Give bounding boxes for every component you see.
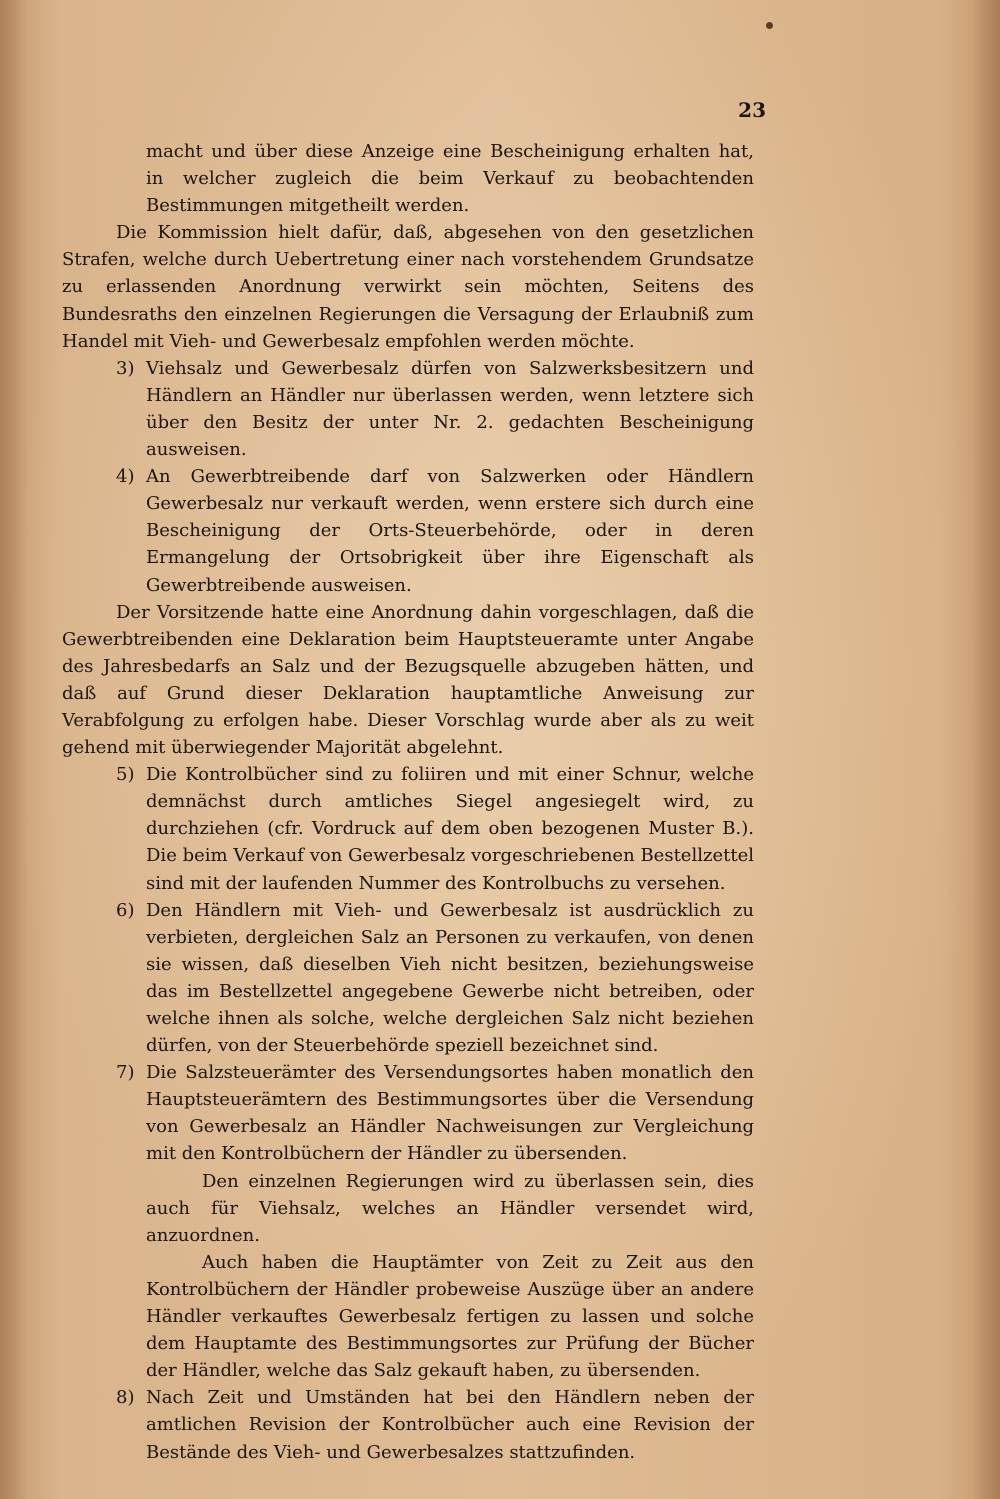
body-text xyxy=(62,138,754,1466)
commission-paragraph: Die Kommission hielt dafür, daß, abgesehen von den gesetzlichen Strafen, welche durch Uebertretung einer nach vorstehendem Grundsatze zu erlassenden Anordnung verwirkt sein möchten, Seitens des Bundesraths den einzelnen Regierungen die Versagung der Erlaubniß zum Handel mit Vieh- und Gewerbesalz empfohlen werden möchte. xyxy=(62,222,754,352)
list-item-text: Die Salzsteuerämter des Versendungsortes haben monatlich den Hauptsteuerämtern des Bestimmungsortes über die Versendung von Gewerbesalz an Händler Nachweisungen zur Vergleichung mit den Kontrolbüchern der Händler zu übersenden. xyxy=(146,1062,754,1165)
list-item-3 xyxy=(62,355,754,463)
list-item-text: Viehsalz und Gewerbesalz dürfen von Salzwerksbesitzern und Händlern an Händler nur überlassen werden, wenn letztere sich über den Besitz der unter Nr. 2. gedachten Bescheinigung ausweisen. xyxy=(146,357,754,461)
list-item-number: 4) xyxy=(116,466,135,488)
page-edge-shadow-left xyxy=(0,0,28,1499)
list-item-text: Die Kontrolbücher sind zu foliiren und mit einer Schnur, welche demnächst durch amtliches Siegel angesiegelt wird, zu durchziehen (cfr. Vordruck auf dem oben bezogenen Muster B.). Die beim Verkauf von Gewerbesalz vorgeschriebenen Bestellzettel sind mit der laufenden Nummer des Kontrolbuchs zu versehen. xyxy=(146,764,754,894)
list-item-8 xyxy=(62,1384,754,1465)
page-edge-shadow-right xyxy=(972,0,1000,1499)
list-item-number: 3) xyxy=(116,357,135,379)
continuation-paragraph: macht und über diese Anzeige eine Bescheinigung erhalten hat, in welcher zugleich die beim Verkauf zu beobachtenden Bestimmungen mitgetheilt werden. xyxy=(146,141,754,217)
list-item-number: 6) xyxy=(116,899,135,921)
page-number: 23 xyxy=(738,98,766,122)
list-item-7 xyxy=(62,1059,754,1167)
list-item-4 xyxy=(62,463,754,598)
list-item-number: 7) xyxy=(116,1062,135,1084)
chairman-paragraph: Der Vorsitzende hatte eine Anordnung dahin vorgeschlagen, daß die Gewerbtreibenden eine Deklaration beim Hauptsteueramte unter Angabe des Jahresbedarfs an Salz und der Bezugsquelle abzugeben hätten, und daß auf Grund dieser Deklaration hauptamtliche Anweisung zur Verabfolgung zu erfolgen habe. Dieser Vorschlag wurde aber als zu weit gehend mit überwiegender Majorität abgelehnt. xyxy=(62,601,754,759)
list-item-text: Nach Zeit und Umständen hat bei den Händlern neben der amtlichen Revision der Kontrolbücher auch eine Revision der Bestände des Vieh- und Gewerbesalzes stattzufinden. xyxy=(146,1387,754,1463)
sub-paragraph: Den einzelnen Regierungen wird zu überlassen sein, dies auch für Viehsalz, welches an Händler versendet wird, anzuordnen. xyxy=(146,1170,754,1246)
list-item-text: An Gewerbtreibende darf von Salzwerken oder Händlern Gewerbesalz nur verkauft werden, wenn erstere sich durch eine Bescheinigung der Orts-Steuerbehörde, oder in deren Ermangelung der Ortsobrigkeit über ihre Eigenschaft als Gewerbtreibende ausweisen. xyxy=(146,466,754,596)
list-item-number: 8) xyxy=(116,1387,135,1409)
list-item-5 xyxy=(62,761,754,896)
list-item-text: Den Händlern mit Vieh- und Gewerbesalz ist ausdrücklich zu verbieten, dergleichen Salz an Personen zu verkaufen, von denen sie wissen, daß dieselben Vieh nicht besitzen, beziehungsweise das im Bestellzettel angegebene Gewerbe nicht betreiben, oder welche ihnen als solche, welche dergleichen Salz nicht beziehen dürfen, von der Steuerbehörde speziell bezeichnet sind. xyxy=(146,899,754,1057)
sub-paragraph: Auch haben die Hauptämter von Zeit zu Zeit aus den Kontrolbüchern der Händler probeweise Auszüge über an andere Händler verkauftes Gewerbesalz fertigen zu lassen und solche dem Hauptamte des Bestimmungsortes zur Prüfung der Bücher der Händler, welche das Salz gekauft haben, zu übersenden. xyxy=(146,1251,754,1382)
ink-spot xyxy=(766,22,773,29)
list-item-number: 5) xyxy=(116,764,135,786)
list-item-6 xyxy=(62,897,754,1060)
